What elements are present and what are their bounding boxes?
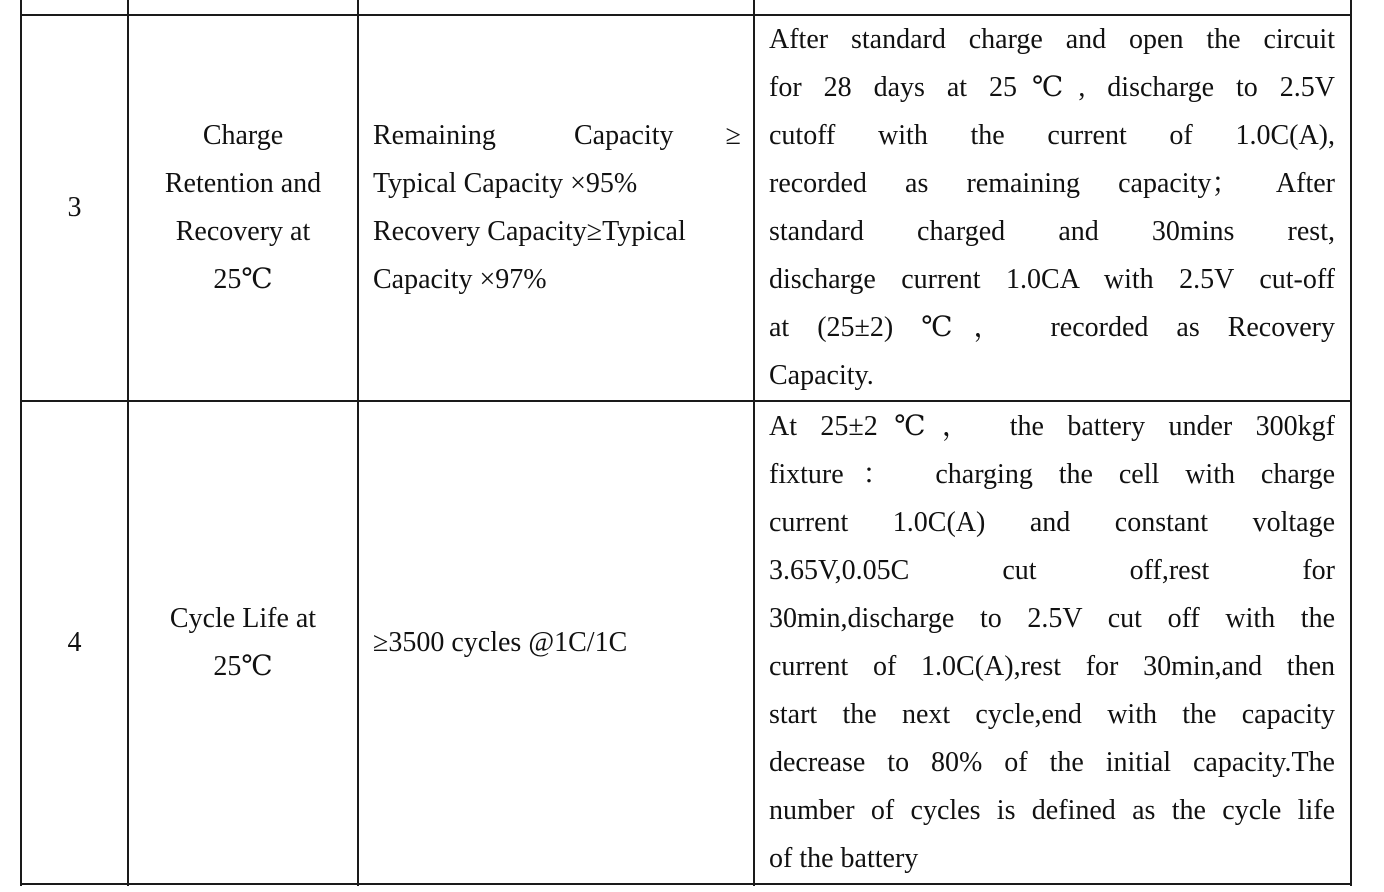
criteria-cell <box>373 16 741 400</box>
criteria-line: Typical Capacity ×95% <box>373 168 638 199</box>
item-line: Charge <box>202 120 284 151</box>
method-line: decrease to 80% of the initial capacity.The <box>769 746 1335 778</box>
item-line: 25℃ <box>213 650 273 682</box>
criteria-line: Recovery Capacity≥Typical <box>373 216 686 247</box>
table-border-right <box>1350 0 1352 886</box>
table-divider-col3 <box>753 0 755 886</box>
item-cell <box>129 16 357 400</box>
table-row <box>22 402 127 883</box>
method-line: current 1.0C(A) and constant voltage <box>769 506 1335 538</box>
method-line: at (25±2) ℃， recorded as Recovery <box>769 312 1335 343</box>
row-number: 3 <box>67 192 82 223</box>
criteria-line: Capacity ×97% <box>373 264 547 295</box>
criteria-line: Remaining Capacity ≥ <box>373 120 741 151</box>
method-line: After standard charge and open the circuit <box>769 24 1335 55</box>
row-number: 4 <box>67 626 82 658</box>
method-cell <box>769 16 1335 400</box>
method-line: discharge current 1.0CA with 2.5V cut-off <box>769 264 1335 295</box>
table-border-bottom <box>20 883 1352 885</box>
method-line: fixture： charging the cell with charge <box>769 458 1335 490</box>
method-line: start the next cycle,end with the capacity <box>769 698 1335 730</box>
method-line: number of cycles is defined as the cycle life <box>769 794 1335 826</box>
criteria-cell <box>373 402 741 883</box>
method-line: Capacity. <box>769 360 874 391</box>
method-line: At 25±2℃， the battery under 300kgf <box>769 410 1335 442</box>
method-line: 3.65V,0.05C cut off,rest for <box>769 554 1335 586</box>
method-cell <box>769 402 1335 883</box>
method-line: of the battery <box>769 842 919 874</box>
method-line: cutoff with the current of 1.0C(A), <box>769 120 1335 151</box>
criteria-line: ≥3500 cycles @1C/1C <box>373 626 628 658</box>
item-line: 25℃ <box>213 264 273 295</box>
item-line: Retention and <box>164 168 322 199</box>
item-cell <box>129 402 357 883</box>
method-line: current of 1.0C(A),rest for 30min,and then <box>769 650 1335 682</box>
method-line: standard charged and 30mins rest, <box>769 216 1335 247</box>
item-line: Cycle Life at <box>169 602 317 634</box>
method-line: for 28 days at 25℃, discharge to 2.5V <box>769 72 1335 103</box>
item-line: Recovery at <box>175 216 311 247</box>
method-line: 30min,discharge to 2.5V cut off with the <box>769 602 1335 634</box>
table-divider-col2 <box>357 0 359 886</box>
method-line: recorded as remaining capacity； After <box>769 168 1335 199</box>
table-row <box>22 16 127 400</box>
